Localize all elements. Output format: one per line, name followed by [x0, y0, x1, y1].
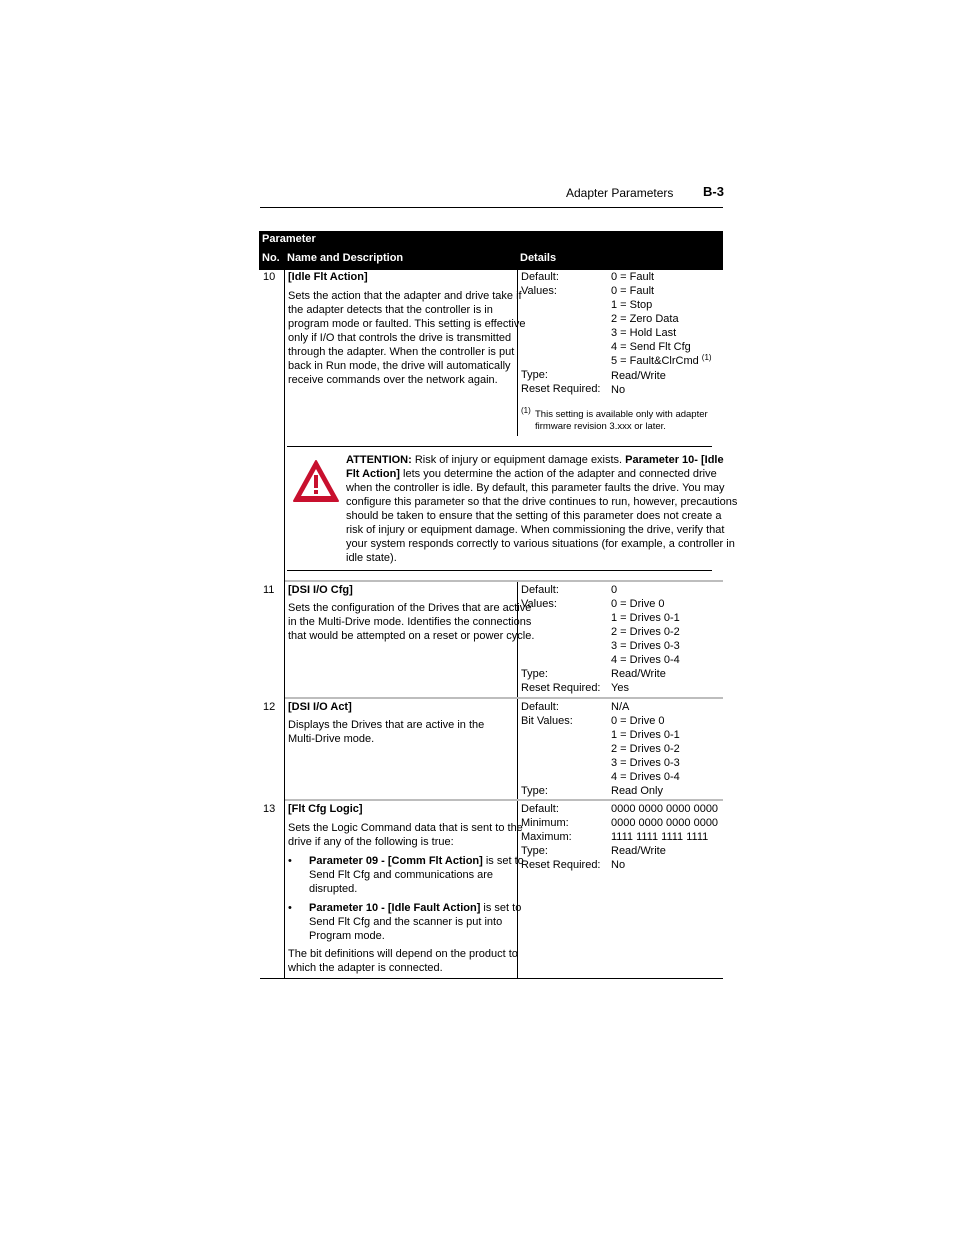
column-name-description: Name and Description — [287, 252, 404, 264]
detail-label: Values: — [521, 598, 557, 610]
desc-line: back in Run mode, the drive will automatically — [288, 360, 511, 372]
detail-value: Read/Write — [611, 845, 666, 857]
details-values — [611, 802, 718, 872]
param-name: [DSI I/O Act] — [288, 701, 352, 713]
bullet-line: disrupted. — [309, 883, 358, 895]
attention-line: risk of injury or equipment damage. When commissioning the drive, verify that — [346, 524, 725, 536]
attention-line: configure this parameter so that the drive continues to run, however, precautions — [346, 496, 738, 508]
param-description — [288, 821, 523, 849]
detail-value — [611, 354, 712, 369]
param-number: 12 — [263, 701, 276, 713]
detail-value: Read Only — [611, 785, 663, 797]
detail-value: 2 = Drives 0-2 — [611, 743, 680, 755]
detail-label: Reset Required: — [521, 682, 601, 694]
param-description — [288, 289, 525, 387]
table-header — [259, 231, 723, 270]
detail-value: 1 = Drives 0-1 — [611, 729, 680, 741]
detail-value: Read/Write — [611, 370, 666, 382]
detail-label — [521, 611, 601, 625]
header-rule — [260, 207, 723, 208]
param-name: [Idle Flt Action] — [288, 271, 368, 283]
detail-label: Default: — [521, 584, 559, 596]
column-divider-no — [284, 270, 285, 978]
footnote-reference: (1) — [701, 353, 712, 362]
param-number: 10 — [263, 271, 276, 283]
bullet-line: Send Flt Cfg and communications are — [309, 869, 494, 881]
column-details: Details — [520, 252, 557, 264]
detail-label: Bit Values: — [521, 715, 573, 727]
page-number: B-3 — [703, 184, 724, 199]
detail-value: 1 = Drives 0-1 — [611, 612, 680, 624]
detail-value-text: 5 = Fault&ClrCmd — [611, 355, 699, 367]
detail-label — [521, 340, 601, 354]
column-group-parameter: Parameter — [262, 233, 316, 245]
attention-line: idle state). — [346, 552, 397, 564]
desc-line: Displays the Drives that are active in the — [288, 719, 485, 731]
detail-label — [521, 770, 573, 784]
desc-line: in the Multi-Drive mode. Identifies the connections — [288, 616, 532, 628]
detail-label: Values: — [521, 285, 557, 297]
bullet-line: Send Flt Cfg and the scanner is put into — [309, 916, 503, 928]
details-values — [611, 700, 680, 798]
detail-value: No — [611, 859, 626, 871]
desc-line: drive if any of the following is true: — [288, 836, 454, 848]
section-title: Adapter Parameters — [566, 186, 674, 200]
detail-label — [521, 742, 573, 756]
attention-line: Flt Action] lets you determine the action of the adapter and connected drive — [346, 468, 717, 480]
attention-line: when the controller is idle. By default, this parameter faults the drive. You may — [346, 482, 725, 494]
footnote-mark: (1) — [521, 406, 531, 415]
desc-line: receive commands over the network again. — [288, 374, 498, 386]
attention-line: your system responds correctly to various situations (for example, a controller in — [346, 538, 735, 550]
param-name: [Flt Cfg Logic] — [288, 803, 363, 815]
detail-value: 0 — [611, 584, 618, 596]
detail-value: 3 = Hold Last — [611, 327, 677, 339]
desc-line: Sets the configuration of the Drives that are active — [288, 602, 532, 614]
attention-line: ATTENTION: Risk of injury or equipment damage exists. Parameter 10- [Idle — [346, 454, 724, 466]
detail-label — [521, 298, 601, 312]
attention-line: should be taken to ensure that the setting of this parameter does not create a — [346, 510, 722, 522]
detail-label: Type: — [521, 845, 548, 857]
detail-label — [521, 625, 601, 639]
detail-value: N/A — [611, 701, 630, 713]
details-labels — [521, 270, 601, 396]
param-number: 13 — [263, 803, 276, 815]
bullet-line: Parameter 09 - [Comm Flt Action] is set to — [309, 855, 524, 867]
detail-label: Type: — [521, 668, 548, 680]
column-no: No. — [262, 252, 280, 264]
detail-label — [521, 653, 601, 667]
detail-value: 4 = Send Flt Cfg — [611, 341, 691, 353]
row-divider — [285, 580, 723, 582]
details-labels — [521, 802, 601, 872]
attention-top-rule — [287, 446, 712, 447]
param-description — [288, 718, 484, 746]
detail-value: 1 = Stop — [611, 299, 653, 311]
desc-line: through the adapter. When the controller is put — [288, 346, 515, 358]
detail-label: Reset Required: — [521, 383, 601, 395]
detail-label — [521, 312, 601, 326]
detail-label: Type: — [521, 785, 548, 797]
desc-line: which the adapter is connected. — [288, 962, 443, 974]
detail-label: Default: — [521, 701, 559, 713]
detail-value: 0 = Fault — [611, 271, 655, 283]
bullet-marker: • — [288, 855, 292, 867]
detail-label: Type: — [521, 369, 548, 381]
detail-value: 3 = Drives 0-3 — [611, 757, 680, 769]
detail-value: 4 = Drives 0-4 — [611, 654, 680, 666]
detail-label: Maximum: — [521, 831, 572, 843]
param-closing-note — [288, 947, 518, 975]
detail-value: 3 = Drives 0-3 — [611, 640, 680, 652]
detail-label: Default: — [521, 271, 559, 283]
desc-line: the adapter detects that the controller is in — [288, 304, 493, 316]
details-labels — [521, 700, 573, 798]
bullet-line: Parameter 10 - [Idle Fault Action] is set to — [309, 902, 522, 914]
detail-label: Default: — [521, 803, 559, 815]
param-description — [288, 601, 534, 643]
detail-value: 1111 1111 1111 1111 — [611, 831, 709, 843]
desc-line: that would be attempted on a reset or power cycle. — [288, 630, 535, 642]
detail-value: Read/Write — [611, 668, 666, 680]
detail-value: 0000 0000 0000 0000 — [611, 817, 719, 829]
bullet-item — [309, 854, 524, 896]
row-divider — [285, 799, 723, 801]
footnote-line: This setting is available only with adapter — [535, 409, 708, 420]
attention-bottom-rule — [287, 570, 712, 571]
bullet-line: Program mode. — [309, 930, 385, 942]
table-bottom-rule — [260, 978, 723, 979]
detail-value: 0 = Fault — [611, 285, 655, 297]
attention-message — [346, 453, 737, 565]
detail-value: No — [611, 384, 626, 396]
footnote — [535, 409, 708, 433]
detail-label — [521, 354, 601, 368]
detail-label — [521, 326, 601, 340]
row-divider — [285, 697, 723, 699]
detail-label — [521, 728, 573, 742]
param-name: [DSI I/O Cfg] — [288, 584, 353, 596]
warning-triangle-icon — [292, 459, 340, 503]
detail-value: 0 = Drive 0 — [611, 598, 665, 610]
detail-label: Reset Required: — [521, 859, 601, 871]
desc-line: only if I/O that controls the drive is transmitted — [288, 332, 512, 344]
detail-label — [521, 756, 573, 770]
param-number: 11 — [263, 584, 275, 596]
bullet-marker: • — [288, 902, 292, 914]
detail-label: Minimum: — [521, 817, 569, 829]
desc-line: Sets the action that the adapter and drive take if — [288, 290, 522, 302]
detail-value: 4 = Drives 0-4 — [611, 771, 680, 783]
attention-label: ATTENTION: — [346, 454, 412, 466]
desc-line: The bit definitions will depend on the product to — [288, 948, 518, 960]
details-values — [611, 270, 712, 397]
footnote-line: firmware revision 3.xxx or later. — [535, 421, 666, 432]
desc-line: Sets the Logic Command data that is sent to the — [288, 822, 523, 834]
details-values — [611, 583, 680, 695]
details-labels — [521, 583, 601, 695]
detail-value: 0000 0000 0000 0000 — [611, 803, 719, 815]
detail-value: 2 = Zero Data — [611, 313, 679, 325]
desc-line: program mode or faulted. This setting is effective — [288, 318, 526, 330]
detail-value: 0 = Drive 0 — [611, 715, 665, 727]
detail-value: Yes — [611, 682, 629, 694]
detail-label — [521, 639, 601, 653]
desc-line: Multi-Drive mode. — [288, 733, 375, 745]
detail-value: 2 = Drives 0-2 — [611, 626, 680, 638]
bullet-item — [309, 901, 521, 943]
